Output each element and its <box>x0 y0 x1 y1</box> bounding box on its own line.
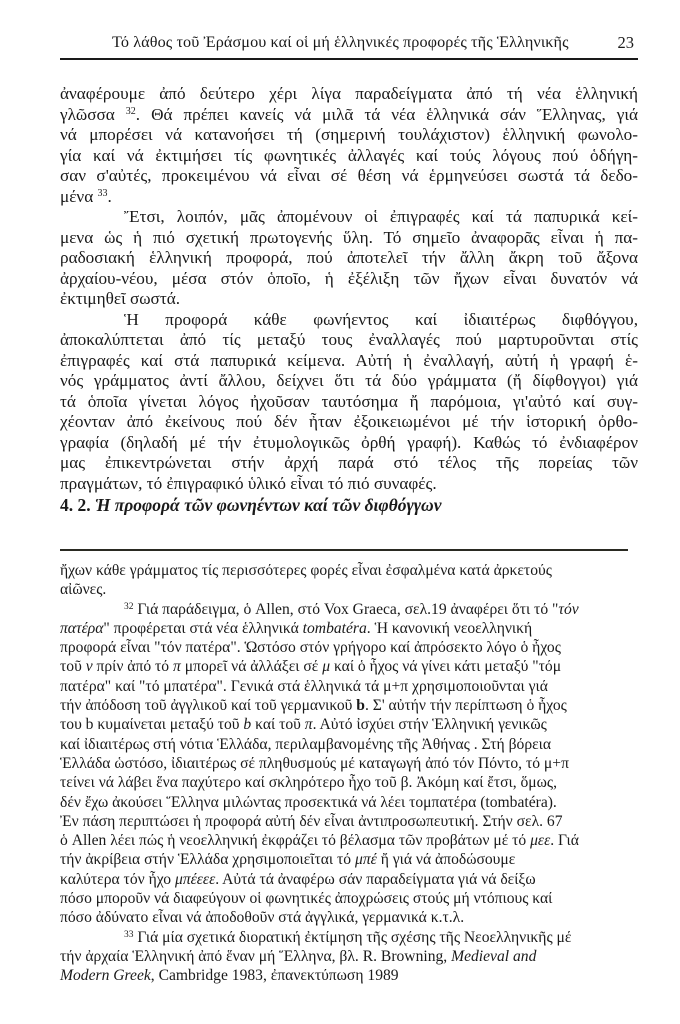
footnote-line: τήν ἀπόδοση τοῦ ἀγγλικοῦ καί τοῦ γερμανικοῦ b. Σ' αὐτήν τήν περίπτωση ὁ ἦχος <box>60 697 567 715</box>
footnote-separator <box>60 549 628 551</box>
section-number: 4. 2. <box>60 495 91 515</box>
footnote-33 <box>60 928 628 986</box>
text-line: χέονταν ἀπό ἐκείνους πού δέν ἦταν ἐξοικειωμένοι μέ τήν ἱστορική ὀρθο- <box>60 412 638 431</box>
text-line: νός γράμματος ἀντί ἄλλου, δείχνει ὅτι τά δύο γράμματα (ἤ δίφθογγοι) γιά <box>60 371 638 390</box>
section-heading <box>60 495 441 516</box>
text-line: γία καί νά ἐκτιμήσει τίς φωνητικές ἀλλαγές καί τούς λόγους πού ὁδήγη- <box>60 145 638 165</box>
footnote-line: Ἑλλάδα ὡστόσο, ἰδιαιτέρως σέ πληθυσμούς μέ καταγωγή ἀπό τόν Πόντο, τό μ+π <box>60 754 569 772</box>
footnote-line: Modern Greek, Cambridge 1983, ἐπανεκτύπωση 1989 <box>60 967 399 985</box>
footnote-line: τήν ἀρχαία Ἑλληνική ἀπό ἕναν μή Ἕλληνα, βλ. R. Browning, Medieval and <box>60 947 537 965</box>
section-title: Ἡ προφορά τῶν φωνηέντων καί τῶν διφθόγγων <box>95 495 442 515</box>
page-number: 23 <box>617 33 634 52</box>
footnote-line: δέν ἔχω ἀκούσει Ἕλληνα μιλώντας προσεκτικά νά λέει τομπατέρα (tombatéra). <box>60 793 557 811</box>
text-line: γραφία (δηλαδή μέ τήν ἐτυμολογικῶς ὀρθή γραφή). Καθώς τό ἐνδιαφέρον <box>60 432 638 452</box>
footnote-line: ὁ Allen λέει πώς ἡ νεοελληνική ἐκφράζει τό βέλασμα τῶν προβάτων μέ τό μεε. Γιά <box>60 832 579 850</box>
footnote-line: αἰῶνες. <box>60 581 107 599</box>
footnote-number: 32 <box>124 601 134 612</box>
footnote-line: καλύτερα τόν ἦχο μπέεεε. Αὐτά τά ἀναφέρω σάν παραδείγματα γιά νά δείξω <box>60 870 536 888</box>
footnote-line: τήν ἀκρίβεια στήν Ἑλλάδα χρησιμοποιεῖται τό μπέ ἤ γιά νά ἀποδώσουμε <box>60 851 516 869</box>
text-line: μένα $^{33}$. <box>60 186 112 206</box>
footnote-line: πόσο ἀδύνατο εἶναι νά ἀποδοθοῦν στά ἀγγλικά, γερμανικά κ.τ.λ. <box>60 909 465 927</box>
header-rule <box>60 58 638 60</box>
footnote-line: πατέρα" προφέρεται στά νέα ἑλληνικά tombatéra. Ἡ κανονική νεοελληνική <box>60 619 533 637</box>
footnote-32 <box>60 600 628 928</box>
footnote-continuation <box>60 561 628 600</box>
footnote-line: $^{32}$ Γιά παράδειγμα, ὁ Allen, στό Vox Graeca, σελ.19 ἀναφέρει ὅτι τό "τόν <box>124 600 579 618</box>
text-line: πραγμάτων, τό ἐπιγραφικό ὑλικό εἶναι τό πιό συναφές. <box>60 473 437 493</box>
text-line: μενα ὡς ἡ πιό σχετική πρωτογενής ὕλη. Τό σημεῖο ἀναφορᾶς εἶναι ἡ πα- <box>60 227 638 247</box>
text-line: ἀρχαίου-νέου, μέσα στόν ὁποῖο, ἡ ἐξέλιξη τῶν ἤχων εἶναι δυνατόν νά <box>60 268 638 288</box>
running-header <box>60 27 638 53</box>
footnote-ref-32[interactable]: 32 <box>125 105 136 117</box>
text-line: ραδοσιακή ἑλληνική προφορά, πού ἀποτελεῖ τήν ἄλλη ἄκρη τοῦ ἄξονα <box>60 248 638 267</box>
text-line: τά ὁποῖα γίνεται λόγος ἠχοῦσαν ταυτόσημα ἤ παρόμοια, γι'αὐτό καί συγ- <box>60 391 638 411</box>
footnote-line: καί ἰδιαιτέρως στή νότια Ἑλλάδα, περιλαμβανομένης τῆς Ἀθήνας . Στή βόρεια <box>60 735 552 753</box>
footnote-line: τοῦ ν πρίν ἀπό τό π μπορεῖ νά ἀλλάξει σέ μ καί ὁ ἦχος νά γίνει κάτι μεταξύ "τόμ <box>60 658 562 676</box>
footnote-line: τείνει νά λάβει ἕνα παχύτερο καί σκληρότερο ἦχο τοῦ β. Ἀκόμη καί ἔτσι, ὅμως, <box>60 774 557 792</box>
text-line: ἀναφέρουμε ἀπό δεύτερο χέρι λίγα παραδείγματα ἀπό τή νέα ἑλληνική <box>60 84 638 103</box>
footnote-ref-33[interactable]: 33 <box>97 187 108 199</box>
text-line: ἐκτιμηθεῖ σωστά. <box>60 289 181 308</box>
footnote-line: ἤχων κάθε γράμματος τίς περισσότερες φορές εἶναι ἐσφαλμένα κατά ἀρκετούς <box>60 562 552 579</box>
footnote-line: προφορά εἶναι "τόν πατέρα". Ὡστόσο στόν γρήγορο καί ἀπρόσεκτο λόγο ὁ ἦχος <box>60 639 561 657</box>
footnote-line: πόσο μποροῦν νά διαφεύγουν οἱ φωνητικές ἀποχρώσεις στούς μή ντόπιους καί <box>60 890 553 908</box>
text-line: ἐπιγραφές καί στά παπυρικά κείμενα. Αὐτή ἡ ἐναλλαγή, αὐτή ἡ γραφή ἑ- <box>60 350 638 370</box>
paragraph-3 <box>60 310 638 495</box>
running-title: Τό λάθος τοῦ Ἐράσμου καί οἱ μή ἑλληνικές προφορές τῆς Ἑλληνικῆς <box>112 33 569 51</box>
text-line: γλῶσσα $^{32}$. Θά πρέπει κανείς νά μιλᾶ τά νέα ἑλληνικά σάν Ἕλληνας, γιά <box>60 104 639 124</box>
text-line: ἀποκαλύπτεται ἀπό τίς μεταξύ τους ἐναλλαγές πού μαρτυροῦνται στίς <box>60 330 638 349</box>
footnote-line: πατέρα" καί "τό μπατέρα". Γενικά στά ἑλληνικά τά μ+π χρησιμοποιοῦνται γιά <box>60 677 548 695</box>
text-line: Ἔτσι, λοιπόν, μᾶς ἀπομένουν οἱ ἐπιγραφές καί τά παπυρικά κεί- <box>124 207 638 226</box>
footnote-number: 33 <box>124 929 134 940</box>
footnotes <box>60 561 628 986</box>
body-text <box>60 84 638 494</box>
footnote-line: $^{33}$ Γιά μία σχετικά διορατική ἐκτίμηση τῆς σχέσης τῆς Νεοελληνικῆς μέ <box>124 928 572 946</box>
text-line: σαν σ'αὐτές, προκειμένου νά εἶναι σέ θέση νά ἑρμηνεύσει σωστά τά δεδο- <box>60 166 638 185</box>
text-line: Ἡ προφορά κάθε φωνήεντος καί ἰδιαιτέρως διφθόγγου, <box>124 309 638 329</box>
footnote-line: Ἐν πάση περιπτώσει ἡ προφορά αὐτή δέν εἶναι ἀντιπροσωπευτική. Στήν σελ. 67 <box>60 812 563 830</box>
text-line: νά μπορέσει νά κατανοήσει τή (σημερινή τουλάχιστον) ἑλληνική φωνολο- <box>60 125 638 144</box>
paragraph-2 <box>60 207 638 310</box>
footnote-line: του b κυμαίνεται μεταξύ τοῦ b καί τοῦ π. Αὐτό ἰσχύει στήν Ἑλληνική γενικῶς <box>60 716 547 734</box>
text-line: μας ἐπικεντρώνεται στήν ἀρχή παρά στό τέλος τῆς πορείας τῶν <box>60 453 638 472</box>
paragraph-1 <box>60 84 638 207</box>
